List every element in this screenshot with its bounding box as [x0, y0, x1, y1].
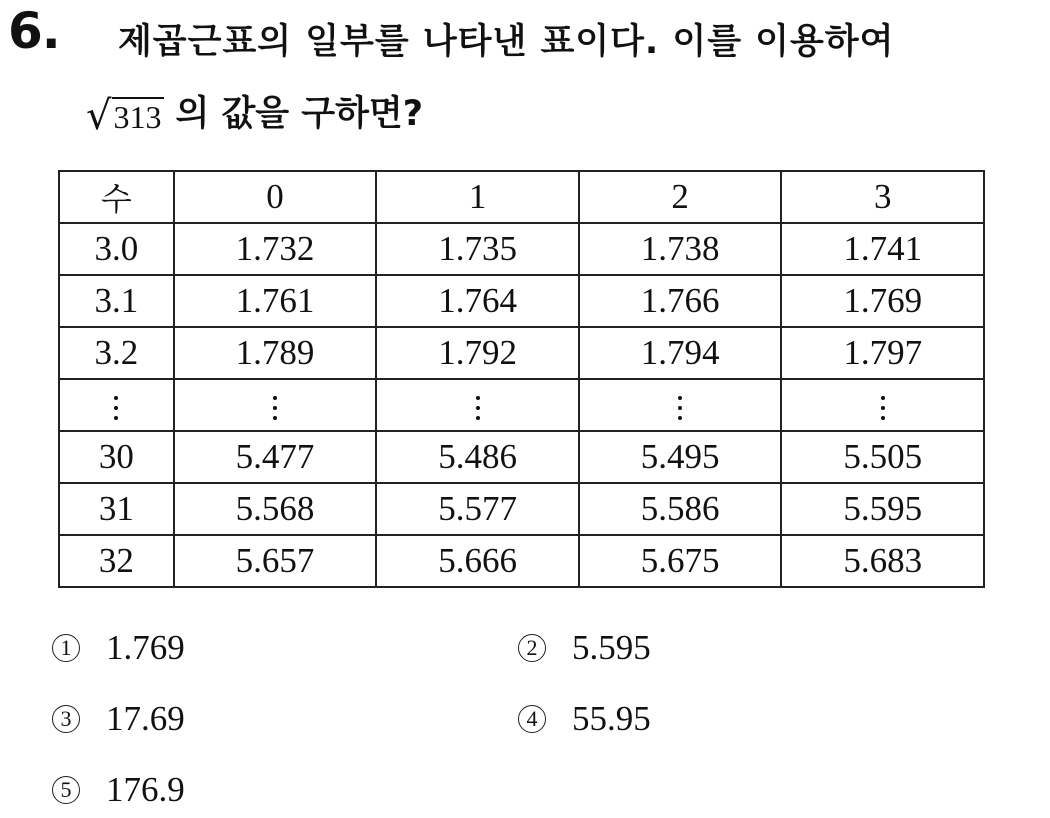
vertical-ellipsis-cell	[376, 379, 579, 431]
table-cell: 1.764	[376, 275, 579, 327]
choice-text: 17.69	[106, 699, 185, 738]
choice-number-icon: 3	[52, 705, 80, 733]
table-cell: 1.797	[781, 327, 984, 379]
vertical-ellipsis-icon	[881, 396, 885, 420]
table-cell: 3.1	[59, 275, 174, 327]
choice-5[interactable]	[52, 770, 185, 810]
question-number: 6.	[8, 2, 60, 60]
header-cell: 0	[174, 171, 377, 223]
vertical-ellipsis-cell	[174, 379, 377, 431]
question-text-line2	[86, 86, 424, 139]
table-row	[59, 275, 984, 327]
radical-sign-icon: √	[86, 93, 112, 139]
table-cell: 1.769	[781, 275, 984, 327]
table-cell: 1.761	[174, 275, 377, 327]
vertical-ellipsis-cell	[781, 379, 984, 431]
table-cell: 1.732	[174, 223, 377, 275]
table-cell: 5.477	[174, 431, 377, 483]
choice-1[interactable]	[52, 628, 185, 668]
table-cell: 5.683	[781, 535, 984, 587]
choice-number-icon: 2	[518, 634, 546, 662]
table-cell: 5.675	[579, 535, 782, 587]
table-cell: 32	[59, 535, 174, 587]
table-cell: 30	[59, 431, 174, 483]
table-row	[59, 327, 984, 379]
table-row	[59, 223, 984, 275]
table-row	[59, 535, 984, 587]
table-cell: 1.738	[579, 223, 782, 275]
question-text-rest: 의 값을 구하면?	[175, 94, 424, 134]
table-cell: 3.0	[59, 223, 174, 275]
table-cell: 5.586	[579, 483, 782, 535]
table-header-row	[59, 171, 984, 223]
choice-number-icon: 1	[52, 634, 80, 662]
table-cell: 1.792	[376, 327, 579, 379]
choice-text: 176.9	[106, 770, 185, 809]
choice-number-icon: 4	[518, 705, 546, 733]
header-cell: 1	[376, 171, 579, 223]
table-cell: 3.2	[59, 327, 174, 379]
vertical-ellipsis-cell	[579, 379, 782, 431]
choice-text: 5.595	[572, 628, 651, 667]
choice-4[interactable]	[518, 699, 651, 739]
choice-3[interactable]	[52, 699, 185, 739]
choice-text: 1.769	[106, 628, 185, 667]
vertical-ellipsis-icon	[678, 396, 682, 420]
table-cell: 1.735	[376, 223, 579, 275]
table-cell: 5.666	[376, 535, 579, 587]
square-root-expression	[86, 93, 164, 139]
table-row-ellipsis	[59, 379, 984, 431]
table-cell: 1.741	[781, 223, 984, 275]
table-cell: 5.595	[781, 483, 984, 535]
choice-number-icon: 5	[52, 776, 80, 804]
choice-2[interactable]	[518, 628, 651, 668]
square-root-table	[58, 170, 985, 588]
vertical-ellipsis-icon	[476, 396, 480, 420]
header-cell: 2	[579, 171, 782, 223]
table-cell: 1.794	[579, 327, 782, 379]
table-cell: 1.789	[174, 327, 377, 379]
header-cell: 수	[59, 171, 174, 223]
table-cell: 5.486	[376, 431, 579, 483]
header-cell: 3	[781, 171, 984, 223]
vertical-ellipsis-icon	[273, 396, 277, 420]
choice-text: 55.95	[572, 699, 651, 738]
table-cell: 5.568	[174, 483, 377, 535]
question-text-line1: 제곱근표의 일부를 나타낸 표이다. 이를 이용하여	[118, 22, 895, 62]
table-row	[59, 431, 984, 483]
table-row	[59, 483, 984, 535]
table-cell: 5.505	[781, 431, 984, 483]
table-cell: 5.657	[174, 535, 377, 587]
table-cell: 5.577	[376, 483, 579, 535]
table-cell: 5.495	[579, 431, 782, 483]
radicand: 313	[113, 99, 162, 136]
table-cell: 1.766	[579, 275, 782, 327]
table-cell: 31	[59, 483, 174, 535]
vertical-ellipsis-icon	[114, 396, 118, 420]
vertical-ellipsis-cell	[59, 379, 174, 431]
